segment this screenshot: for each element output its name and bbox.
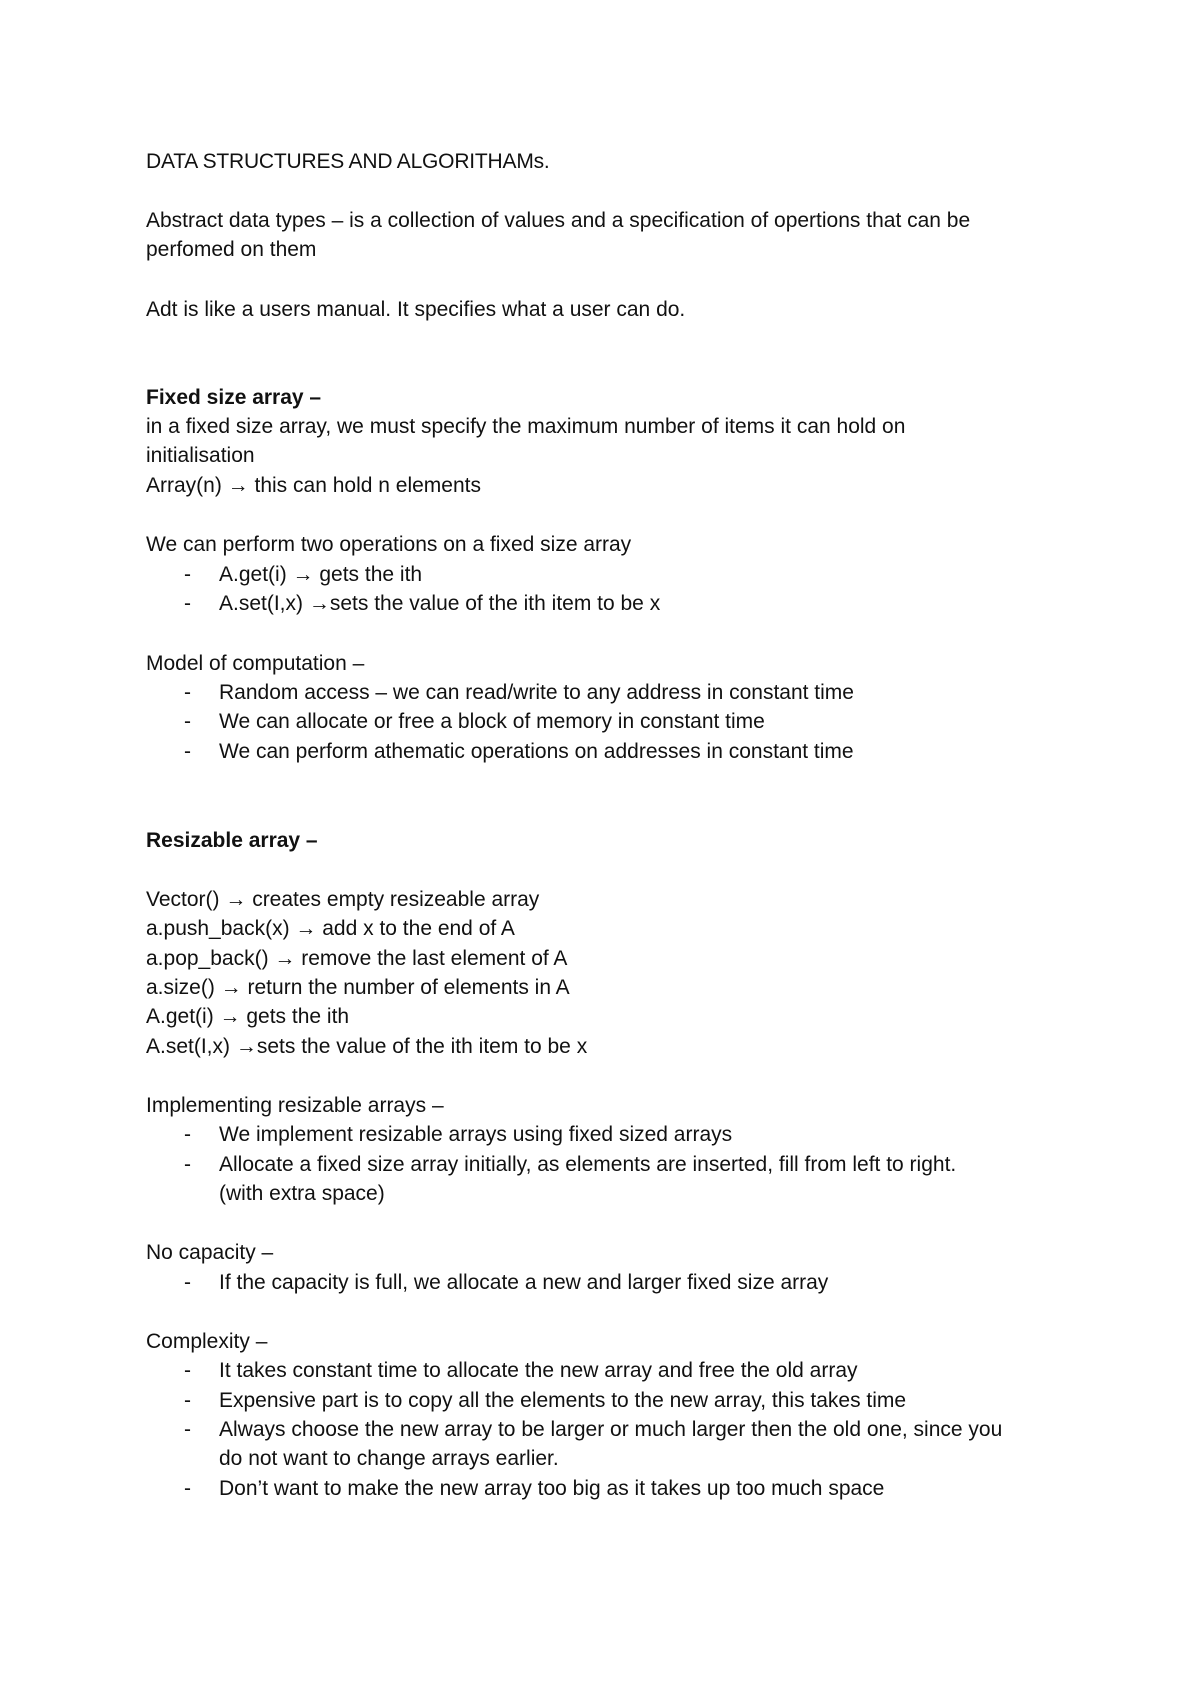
complexity-heading: Complexity – bbox=[146, 1330, 268, 1353]
complexity-item-1: It takes constant time to allocate the new array and free the old array bbox=[219, 1359, 858, 1382]
bullet-dash: - bbox=[184, 1359, 191, 1382]
bullet-dash: - bbox=[184, 592, 191, 615]
fixed-ops-intro: We can perform two operations on a fixed size array bbox=[146, 533, 632, 556]
fixed-array-heading: Fixed size array – bbox=[146, 386, 322, 409]
fixed-op-get: A.get(i) → gets the ith bbox=[219, 563, 423, 586]
fixed-array-line-2: initialisation bbox=[146, 444, 255, 467]
model-item-1: Random access – we can read/write to any address in constant time bbox=[219, 681, 854, 704]
implementing-heading: Implementing resizable arrays – bbox=[146, 1094, 444, 1117]
fixed-op-set: A.set(I,x) →sets the value of the ith item to be x bbox=[219, 592, 661, 615]
implementing-item-2-line-1: Allocate a fixed size array initially, as elements are inserted, fill from left to right. bbox=[219, 1153, 957, 1176]
resizable-line-4: a.size() → return the number of elements in A bbox=[146, 976, 570, 999]
bullet-dash: - bbox=[184, 1389, 191, 1412]
bullet-dash: - bbox=[184, 1153, 191, 1176]
complexity-item-3-line-2: do not want to change arrays earlier. bbox=[219, 1447, 559, 1470]
bullet-dash: - bbox=[184, 740, 191, 763]
nocapacity-item-1: If the capacity is full, we allocate a new and larger fixed size array bbox=[219, 1271, 829, 1294]
model-item-3: We can perform athematic operations on addresses in constant time bbox=[219, 740, 854, 763]
bullet-dash: - bbox=[184, 1477, 191, 1500]
bullet-dash: - bbox=[184, 710, 191, 733]
resizable-line-6: A.set(I,x) →sets the value of the ith item to be x bbox=[146, 1035, 588, 1058]
nocapacity-heading: No capacity – bbox=[146, 1241, 274, 1264]
resizable-line-2: a.push_back(x) → add x to the end of A bbox=[146, 917, 515, 940]
complexity-item-4: Don’t want to make the new array too big as it takes up too much space bbox=[219, 1477, 885, 1500]
complexity-item-2: Expensive part is to copy all the elements to the new array, this takes time bbox=[219, 1389, 907, 1412]
bullet-dash: - bbox=[184, 1123, 191, 1146]
implementing-item-2-line-2: (with extra space) bbox=[219, 1182, 385, 1205]
resizable-line-5: A.get(i) → gets the ith bbox=[146, 1005, 350, 1028]
complexity-item-3-line-1: Always choose the new array to be larger or much larger then the old one, since you bbox=[219, 1418, 1003, 1441]
bullet-dash: - bbox=[184, 1271, 191, 1294]
document-title: DATA STRUCTURES AND ALGORITHAMs. bbox=[146, 150, 550, 173]
resizable-heading: Resizable array – bbox=[146, 829, 318, 852]
fixed-array-line-1: in a fixed size array, we must specify the maximum number of items it can hold on bbox=[146, 415, 906, 438]
model-item-2: We can allocate or free a block of memory in constant time bbox=[219, 710, 765, 733]
model-heading: Model of computation – bbox=[146, 652, 365, 675]
implementing-item-1: We implement resizable arrays using fixed sized arrays bbox=[219, 1123, 733, 1146]
bullet-dash: - bbox=[184, 1418, 191, 1441]
fixed-array-line-3: Array(n) → this can hold n elements bbox=[146, 474, 481, 497]
adt-manual-line: Adt is like a users manual. It specifies what a user can do. bbox=[146, 298, 686, 321]
bullet-dash: - bbox=[184, 563, 191, 586]
adt-definition-line-1: Abstract data types – is a collection of values and a specification of opertions that can be bbox=[146, 209, 971, 232]
resizable-line-3: a.pop_back() → remove the last element of A bbox=[146, 947, 568, 970]
adt-definition-line-2: perfomed on them bbox=[146, 238, 317, 261]
bullet-dash: - bbox=[184, 681, 191, 704]
resizable-line-1: Vector() → creates empty resizeable array bbox=[146, 888, 540, 911]
